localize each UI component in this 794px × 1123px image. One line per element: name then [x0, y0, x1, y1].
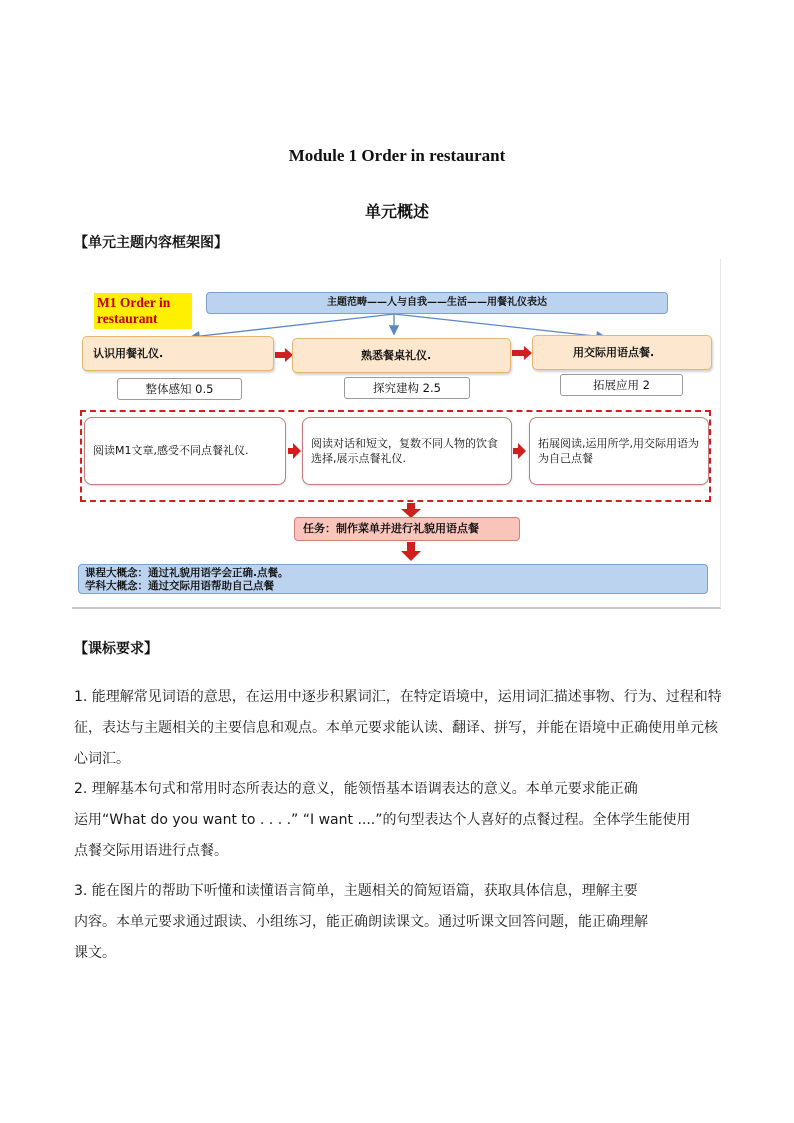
unit-framework-diagram	[72, 259, 721, 609]
paragraph-line: 心词汇。	[74, 751, 130, 767]
goal-arrow-2	[512, 346, 532, 360]
document-subtitle: 单元概述	[364, 202, 429, 221]
paragraph-line: 课文。	[74, 945, 116, 961]
framework-heading: 【单元主题内容框架图】	[74, 235, 228, 251]
down-arrow-to-task	[401, 503, 421, 518]
requirement-paragraph-2	[74, 774, 722, 867]
goal-box-3: 用交际用语点餐.	[532, 335, 712, 370]
concepts-box	[78, 564, 708, 594]
module-tag-line2: restaurant	[97, 311, 158, 326]
module-tag	[94, 293, 192, 329]
topic-box: 主题范畴——人与自我——生活——用餐礼仪表达	[206, 292, 668, 314]
goal-arrow-1	[275, 348, 293, 362]
course-concept: 课程大概念：通过礼貌用语学会正确.点餐。	[85, 567, 289, 579]
module-tag-line1: M1 Order in	[97, 295, 171, 310]
document-title: Module 1 Order in restaurant	[288, 146, 506, 165]
paragraph-line: 1. 能理解常见词语的意思，在运用中逐步积累词汇，在特定语境中，运用词汇描述事物、行为、过程和特	[74, 689, 722, 705]
paragraph-line: 点餐交际用语进行点餐。	[74, 843, 228, 859]
goal-box-2: 熟悉餐桌礼仪.	[292, 338, 511, 373]
paragraph-line: 征，表达与主题相关的主要信息和观点。本单元要求能认读、翻译、拼写，并能在语境中正确使用单元核	[74, 720, 718, 736]
subject-concept: 学科大概念：通过交际用语帮助自己点餐	[85, 580, 274, 592]
paragraph-line: 运用“What do you want to . . . .” “I want ....”的句型表达个人喜好的点餐过程。全体学生能使用	[74, 812, 691, 828]
goal-box-1: 认识用餐礼仪.	[82, 336, 274, 371]
phase-label-3: 拓展应用 2	[560, 374, 683, 396]
requirement-paragraph-1	[74, 682, 722, 775]
phase-label-2: 探究建构 2.5	[344, 377, 470, 399]
paragraph-line: 内容。本单元要求通过跟读、小组练习，能正确朗读课文。通过听课文回答问题，能正确理解	[74, 914, 648, 930]
standards-heading: 【课标要求】	[74, 641, 158, 657]
activity-box-2: 阅读对话和短文，复数不同人物的饮食选择,展示点餐礼仪.	[302, 417, 512, 485]
paragraph-line: 3. 能在图片的帮助下听懂和读懂语言简单，主题相关的简短语篇，获取具体信息，理解主要	[74, 883, 638, 899]
activity-box-3: 拓展阅读,运用所学,用交际用语为为自己点餐	[529, 417, 709, 485]
topic-arrow-left	[192, 314, 394, 337]
requirement-paragraph-3	[74, 876, 722, 969]
paragraph-line: 2. 理解基本句式和常用时态所表达的意义，能领悟基本语调表达的意义。本单元要求能正确	[74, 781, 638, 797]
task-box: 任务：制作菜单并进行礼貌用语点餐	[294, 517, 520, 541]
down-arrow-to-concepts	[401, 542, 421, 561]
phase-label-1: 整体感知 0.5	[117, 378, 242, 400]
activity-box-1: 阅读M1文章,感受不同点餐礼仪.	[84, 417, 286, 485]
topic-arrow-right	[394, 314, 604, 337]
